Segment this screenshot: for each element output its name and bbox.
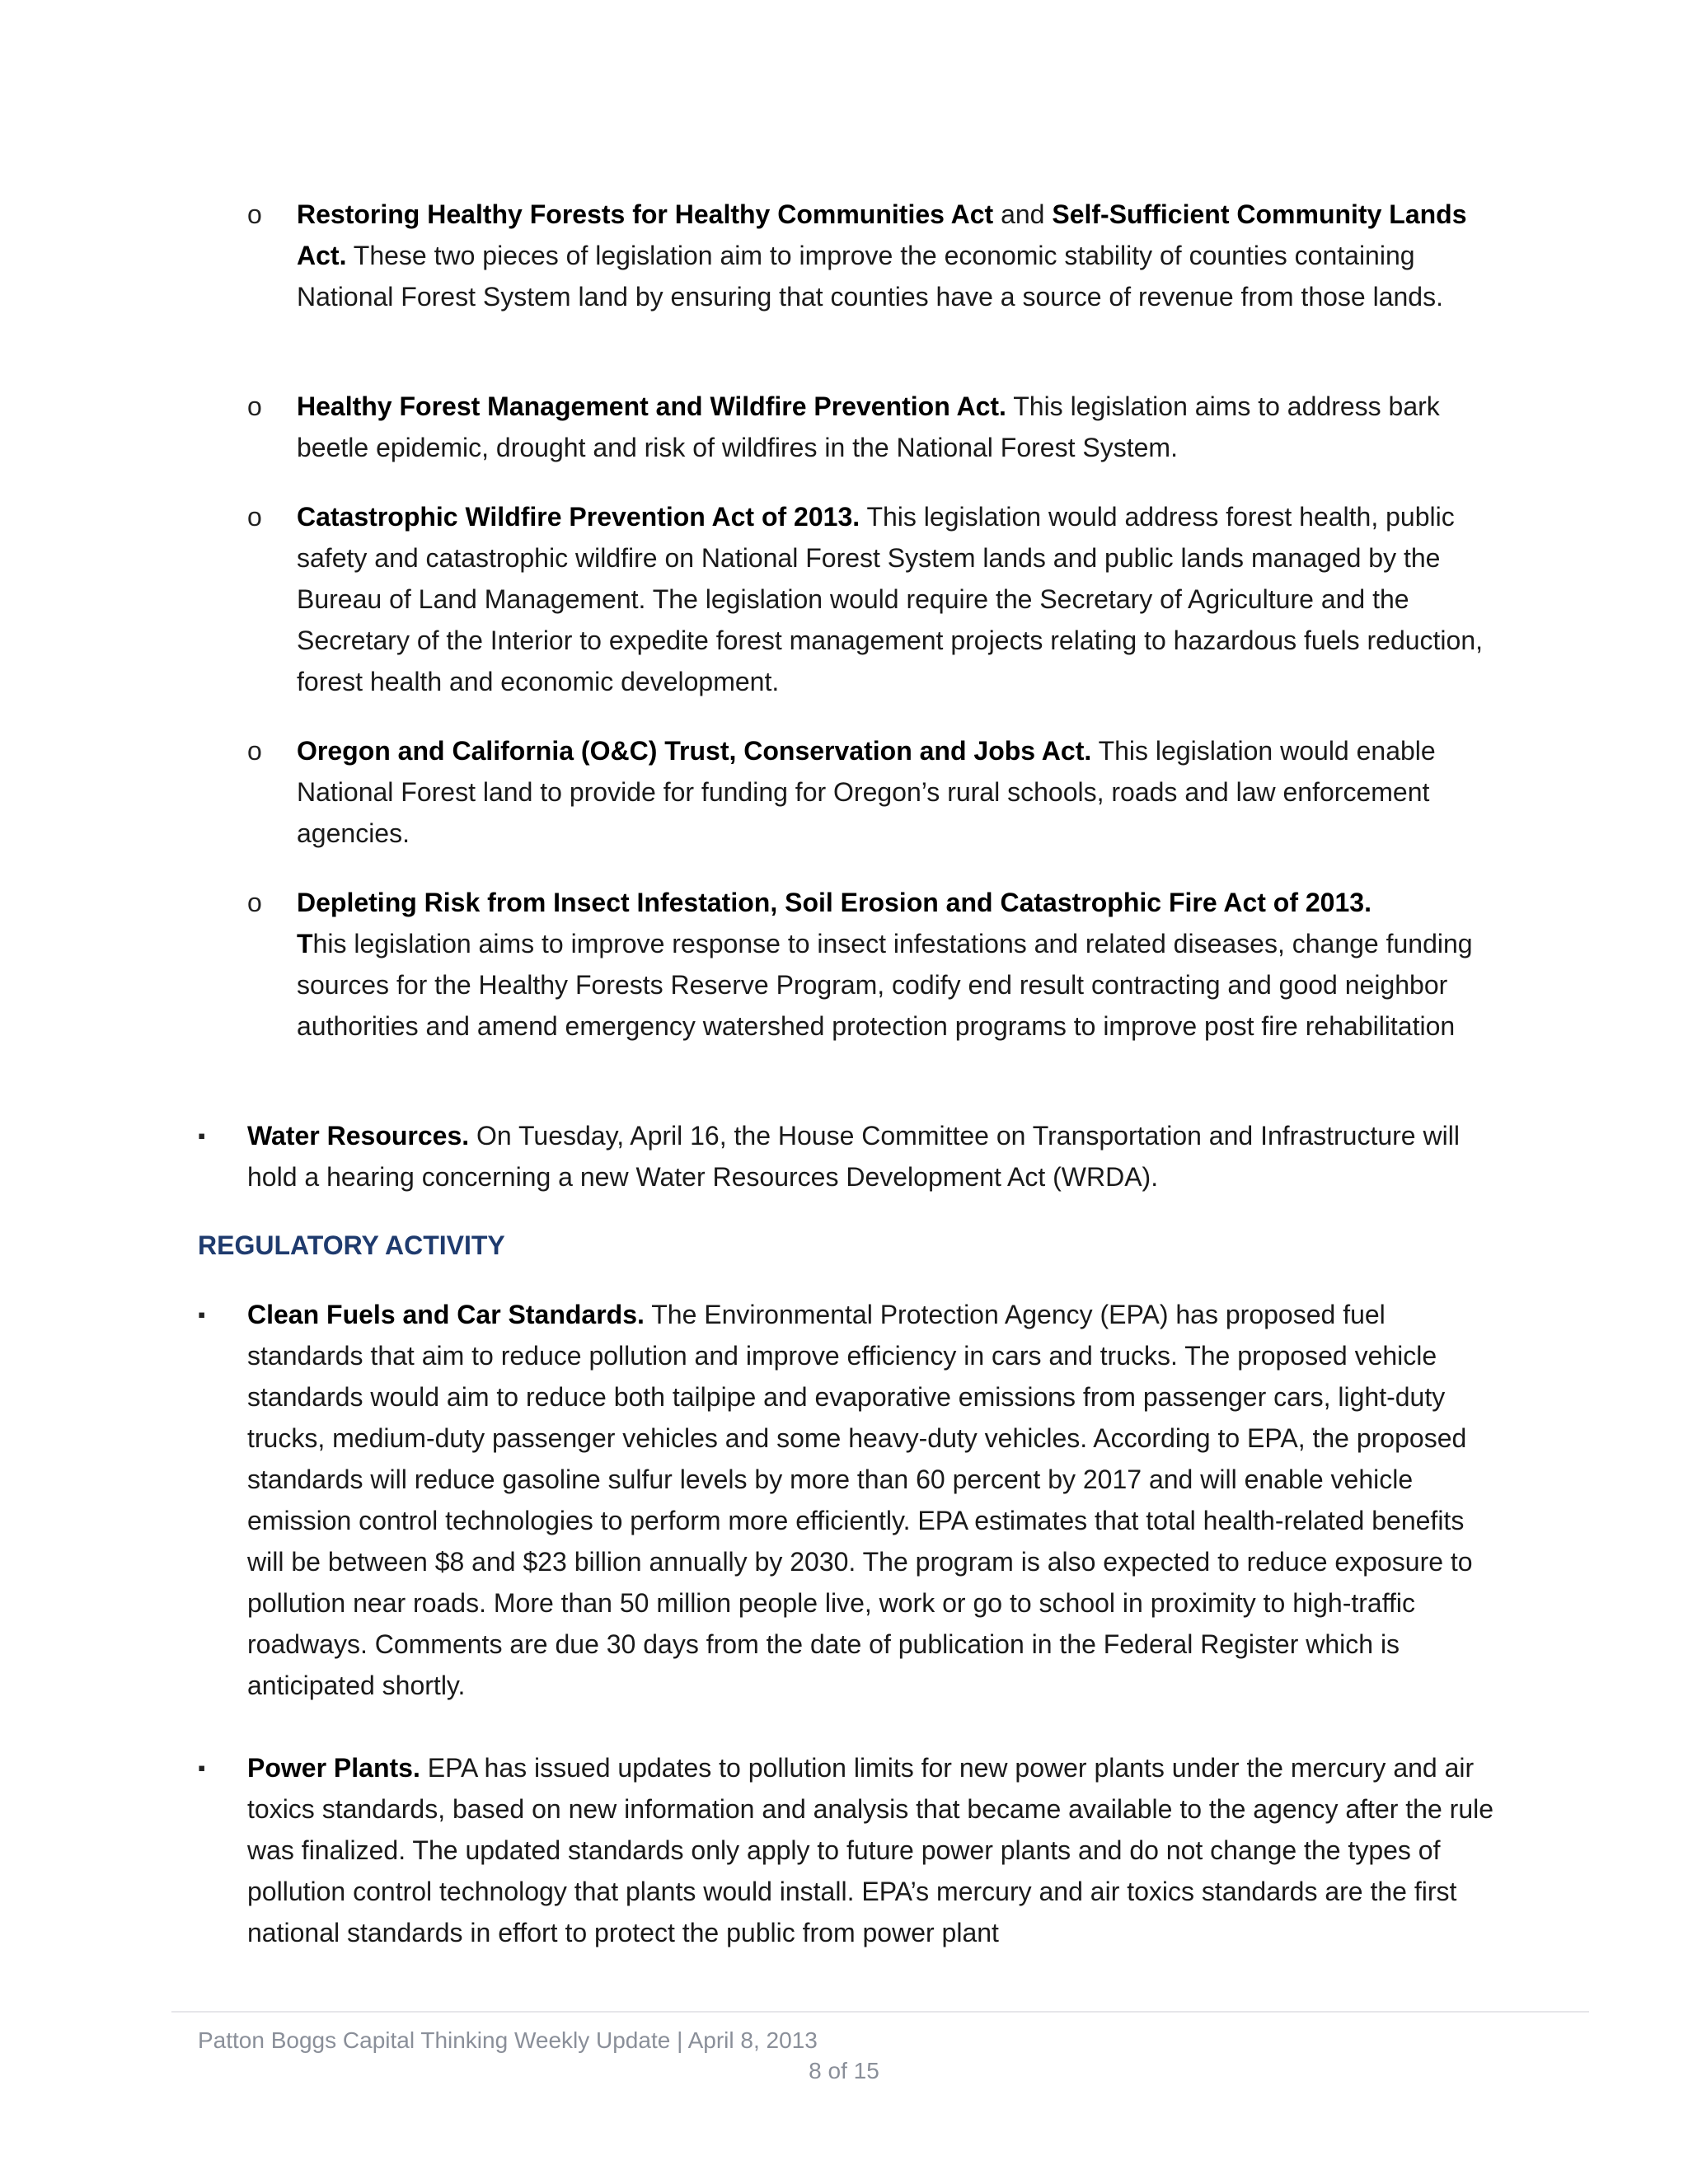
act-title: Healthy Forest Management and Wildfire Prevention Act. [297, 391, 1006, 421]
footer-publication: Patton Boggs Capital Thinking Weekly Update | April 8, 2013 [198, 2027, 818, 2053]
bullet-description: The Environmental Protection Agency (EPA) has proposed fuel standards that aim to reduce pollution and improve efficiency in cars and trucks. The proposed vehicle standards would aim to reduce both tailpipe and evaporative emissions from passenger cars, light-duty trucks, medium-duty passenger vehicles and some heavy-duty vehicles. According to EPA, the proposed standards will reduce gasoline sulfur levels by more than 60 percent by 2017 and will enable vehicle emission control technologies to perform more efficiently. EPA estimates that total health-related benefits will be between $8 and $23 billion annually by 2030. The program is also expected to reduce exposure to pollution near roads. More than 50 million people live, work or go to school in proximity to high-traffic roadways. Comments are due 30 days from the date of publication in the Federal Register which is anticipated shortly. [247, 1300, 1473, 1700]
bullet-text [247, 1747, 1500, 1953]
section-heading: REGULATORY ACTIVITY [198, 1230, 505, 1260]
square-bullet-icon: ▪ [198, 1302, 206, 1327]
bullet-text [247, 1294, 1500, 1706]
square-bullet-icon: ▪ [198, 1755, 206, 1780]
act-description: This legislation aims to address bark beetle epidemic, drought and risk of wildfires in the National Forest System. [297, 391, 1440, 462]
bullet-description: On Tuesday, April 16, the House Committee on Transportation and Infrastructure will hold a hearing concerning a new Water Resources Development Act (WRDA). [247, 1121, 1460, 1192]
act-title: Restoring Healthy Forests for Healthy Communities Act [297, 199, 994, 229]
bullet-description: EPA has issued updates to pollution limits for new power plants under the mercury and air toxics standards, based on new information and analysis that became available to the agency after the rule was finalized. The updated standards only apply to future power plants and do not change the types of pollution control technology that plants would install. EPA’s mercury and air toxics standards are the first national standards in effort to protect the public from power plant [247, 1753, 1494, 1947]
page-number: 8 of 15 [809, 2058, 879, 2083]
hollow-bullet-icon: o [247, 888, 262, 917]
hollow-bullet-icon: o [247, 199, 262, 229]
act-title: Oregon and California (O&C) Trust, Conservation and Jobs Act. [297, 736, 1092, 766]
act-description: This legislation would enable National Forest land to provide for funding for Oregon’s rural schools, roads and law enforcement agencies. [297, 736, 1436, 848]
act-description: his legislation aims to improve response to insect infestations and related diseases, change funding sources for the Healthy Forests Reserve Program, codify end result contracting and good neighbor authorities and amend emergency watershed protection programs to improve post fire rehabilitation [297, 929, 1473, 1041]
act-description: These two pieces of legislation aim to improve the economic stability of counties containing National Forest System land by ensuring that counties have a source of revenue from those lands. [297, 241, 1443, 312]
sub-item-text [297, 730, 1500, 854]
sub-item-text [297, 496, 1500, 702]
hollow-bullet-icon: o [247, 391, 262, 421]
sub-item-text: Depleting Risk from Insect Infestation, Soil Erosion and Catastrophic Fire Act of 2013. This legislation aims to improve response to insect infestations and related diseases, change funding sources for the Healthy Forests Reserve Program, codify end result contracting and good neighbor authorities and amend emergency watershed protection programs to improve post fire rehabilitation [297, 888, 1473, 1041]
act-title: Depleting Risk from Insect Infestation, Soil Erosion and Catastrophic Fire Act of 2013. [297, 888, 1372, 917]
act-title: Catastrophic Wildfire Prevention Act of 2013. [297, 502, 860, 532]
square-bullet-icon: ▪ [198, 1123, 206, 1148]
bullet-text [247, 1115, 1500, 1197]
hollow-bullet-icon: o [247, 502, 262, 532]
sub-item-text: Restoring Healthy Forests for Healthy Communities Act and Self-Sufficient Community Lands Act. These two pieces of legislation aim to improve the economic stability of counties containing National Forest System land by ensuring that counties have a source of revenue from those lands. [297, 199, 1467, 312]
sub-item-text [297, 386, 1500, 468]
bullet-title: Water Resources. [247, 1121, 470, 1151]
bullet-title: Clean Fuels and Car Standards. [247, 1300, 645, 1329]
hollow-bullet-icon: o [247, 736, 262, 766]
act-title: Self-Sufficient Community Lands Act. [297, 199, 1467, 270]
footer-divider [171, 2011, 1589, 2013]
bullet-title: Power Plants. [247, 1753, 420, 1783]
act-description: This legislation would address forest health, public safety and catastrophic wildfire on National Forest System lands and public lands managed by the Bureau of Land Management. The legislation would require the Secretary of Agriculture and the Secretary of the Interior to expedite forest management projects relating to hazardous fuels reduction, forest health and economic development. [297, 502, 1484, 696]
